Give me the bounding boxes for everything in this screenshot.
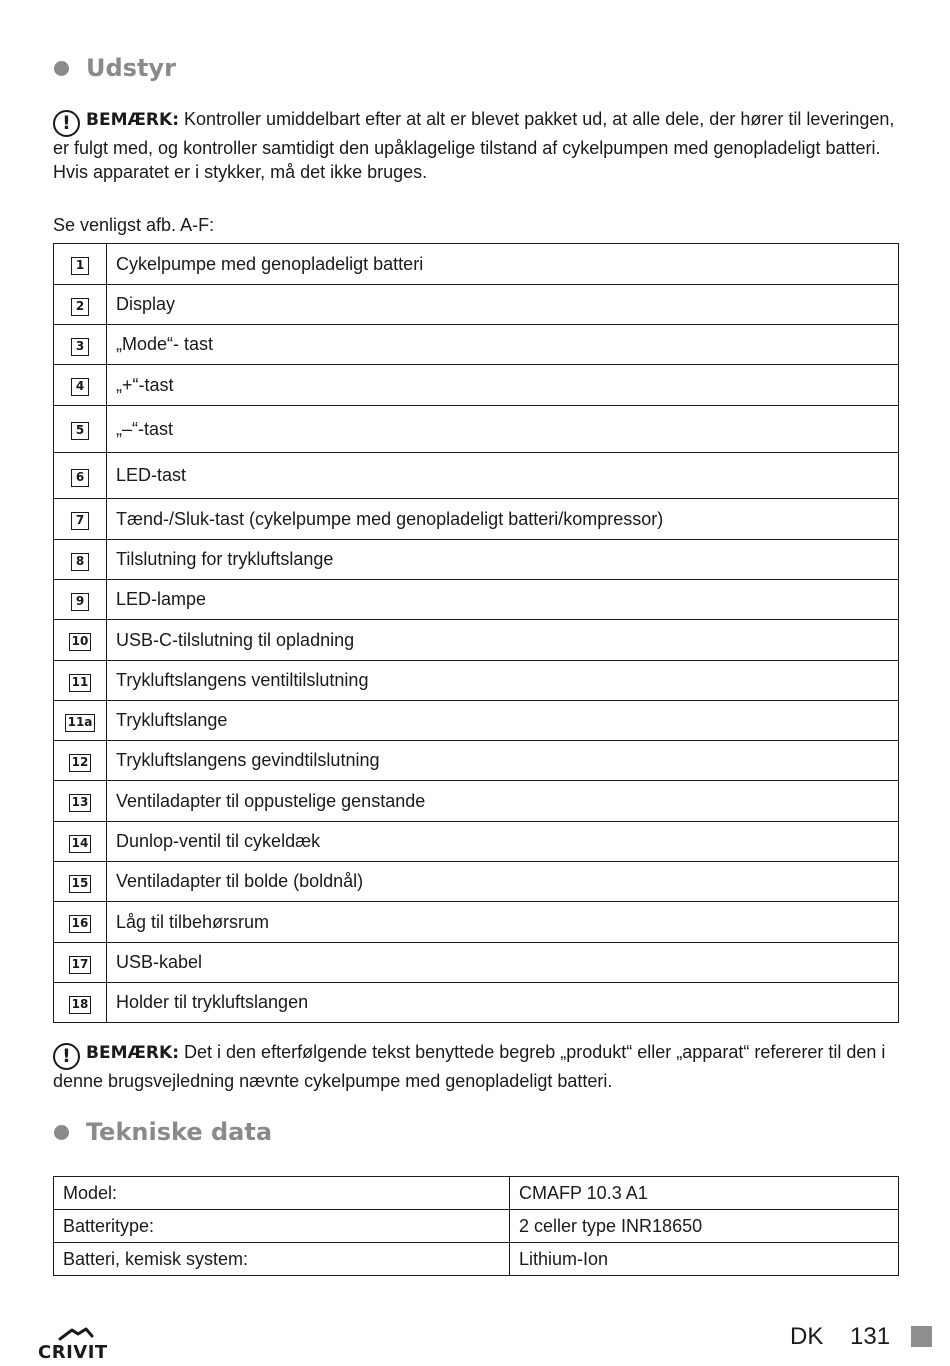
table-row — [54, 580, 899, 620]
part-description: Cykelpumpe med genopladeligt batteri — [107, 244, 899, 285]
table-row — [54, 285, 899, 325]
note-text: Kontroller umiddelbart efter at alt er blevet pakket ud, at alle dele, der hører til leveringen, er fulgt med, og kontroller samtidigt den upåklagelige tilstand af cykelpumpen med genopladeligt batteri. Hvis apparatet er i stykker, må det ikke bruges. — [53, 109, 895, 182]
part-number: 12 — [69, 754, 92, 772]
part-number-cell — [54, 285, 107, 325]
part-description: „Mode“- tast — [107, 325, 899, 365]
part-description: Tilslutning for trykluftslange — [107, 540, 899, 580]
part-number: 11 — [69, 674, 92, 692]
note-label: BEMÆRK: — [86, 1043, 179, 1063]
parts-table — [53, 243, 899, 1023]
note-block-1 — [53, 108, 898, 184]
part-number-cell — [54, 701, 107, 741]
part-number-cell — [54, 902, 107, 943]
footer-language: DK — [790, 1323, 824, 1350]
part-number: 4 — [71, 378, 89, 396]
part-description: Trykluftslange — [107, 701, 899, 741]
table-row — [54, 661, 899, 701]
part-number: 1 — [71, 257, 89, 275]
table-row — [54, 365, 899, 406]
part-number-cell — [54, 540, 107, 580]
part-number: 3 — [71, 338, 89, 356]
part-description: LED-lampe — [107, 580, 899, 620]
note-label: BEMÆRK: — [86, 110, 179, 130]
exclamation-circle-icon: ! — [53, 110, 80, 137]
part-number-cell — [54, 661, 107, 701]
part-number-cell — [54, 741, 107, 781]
part-description: Låg til tilbehørsrum — [107, 902, 899, 943]
table-row — [54, 943, 899, 983]
part-description: Trykluftslangens gevindtilslutning — [107, 741, 899, 781]
table-row — [54, 453, 899, 499]
part-number: 11a — [65, 714, 96, 732]
part-number-cell — [54, 406, 107, 453]
tech-key: Batteri, kemisk system: — [54, 1243, 510, 1276]
table-row — [54, 1177, 899, 1210]
section-title: Tekniske data — [86, 1118, 273, 1146]
part-number: 6 — [71, 469, 89, 487]
part-number-cell — [54, 983, 107, 1023]
part-number-cell — [54, 620, 107, 661]
part-number: 16 — [69, 915, 92, 933]
note-block-2 — [53, 1041, 898, 1094]
part-number-cell — [54, 244, 107, 285]
table-row — [54, 540, 899, 580]
page-number: 131 — [850, 1323, 891, 1350]
table-row — [54, 499, 899, 540]
part-number: 17 — [69, 956, 92, 974]
exclamation-circle-icon: ! — [53, 1043, 80, 1070]
table-row — [54, 902, 899, 943]
part-description: Trykluftslangens ventiltilslutning — [107, 661, 899, 701]
part-description: USB-kabel — [107, 943, 899, 983]
part-description: Ventiladapter til bolde (boldnål) — [107, 862, 899, 902]
brand-name: CRIVIT — [38, 1342, 108, 1363]
tech-value: 2 celler type INR18650 — [510, 1210, 899, 1243]
part-number: 18 — [69, 996, 92, 1014]
part-number-cell — [54, 580, 107, 620]
tech-value: CMAFP 10.3 A1 — [510, 1177, 899, 1210]
see-figures-text: Se venligst afb. A-F: — [53, 215, 215, 235]
part-number: 2 — [71, 298, 89, 316]
part-number: 13 — [69, 794, 92, 812]
table-row — [54, 741, 899, 781]
part-description: „+“-tast — [107, 365, 899, 406]
part-number-cell — [54, 499, 107, 540]
crivit-logo-icon — [56, 1326, 96, 1342]
table-row — [54, 406, 899, 453]
table-row — [54, 1210, 899, 1243]
table-row — [54, 1243, 899, 1276]
part-description: Display — [107, 285, 899, 325]
note-text: Det i den efterfølgende tekst benyttede begreb „produkt“ eller „apparat“ refererer til den i denne brugsvejledning nævnte cykelpumpe med genopladeligt batteri. — [53, 1042, 886, 1091]
table-row — [54, 701, 899, 741]
bullet-dot-icon — [54, 1125, 69, 1140]
part-description: „–“-tast — [107, 406, 899, 453]
section-heading-tekniske-data — [54, 1118, 272, 1146]
footer-marker — [911, 1326, 932, 1347]
table-row — [54, 862, 899, 902]
part-description: USB-C-tilslutning til opladning — [107, 620, 899, 661]
part-number: 10 — [69, 633, 92, 651]
part-number: 14 — [69, 835, 92, 853]
part-description: Ventiladapter til oppustelige genstande — [107, 781, 899, 822]
part-number-cell — [54, 822, 107, 862]
part-description: Tænd-/Sluk-tast (cykelpumpe med genopladeligt batteri/kompressor) — [107, 499, 899, 540]
table-row — [54, 781, 899, 822]
part-number-cell — [54, 453, 107, 499]
part-number: 7 — [71, 512, 89, 530]
table-row — [54, 620, 899, 661]
table-row — [54, 325, 899, 365]
tech-key: Batteritype: — [54, 1210, 510, 1243]
part-number: 8 — [71, 553, 89, 571]
part-description: Dunlop-ventil til cykeldæk — [107, 822, 899, 862]
table-row — [54, 822, 899, 862]
tech-key: Model: — [54, 1177, 510, 1210]
part-number-cell — [54, 365, 107, 406]
tech-value: Lithium-Ion — [510, 1243, 899, 1276]
part-description: Holder til trykluftslangen — [107, 983, 899, 1023]
part-number-cell — [54, 862, 107, 902]
part-number-cell — [54, 325, 107, 365]
part-number: 15 — [69, 875, 92, 893]
section-heading-udstyr — [54, 54, 176, 82]
part-number-cell — [54, 781, 107, 822]
table-row — [54, 983, 899, 1023]
bullet-dot-icon — [54, 61, 69, 76]
section-title: Udstyr — [86, 54, 176, 82]
part-number-cell — [54, 943, 107, 983]
table-row — [54, 244, 899, 285]
crivit-logo — [38, 1326, 108, 1366]
part-number: 9 — [71, 593, 89, 611]
part-number: 5 — [71, 422, 89, 440]
tech-data-table — [53, 1176, 899, 1276]
part-description: LED-tast — [107, 453, 899, 499]
